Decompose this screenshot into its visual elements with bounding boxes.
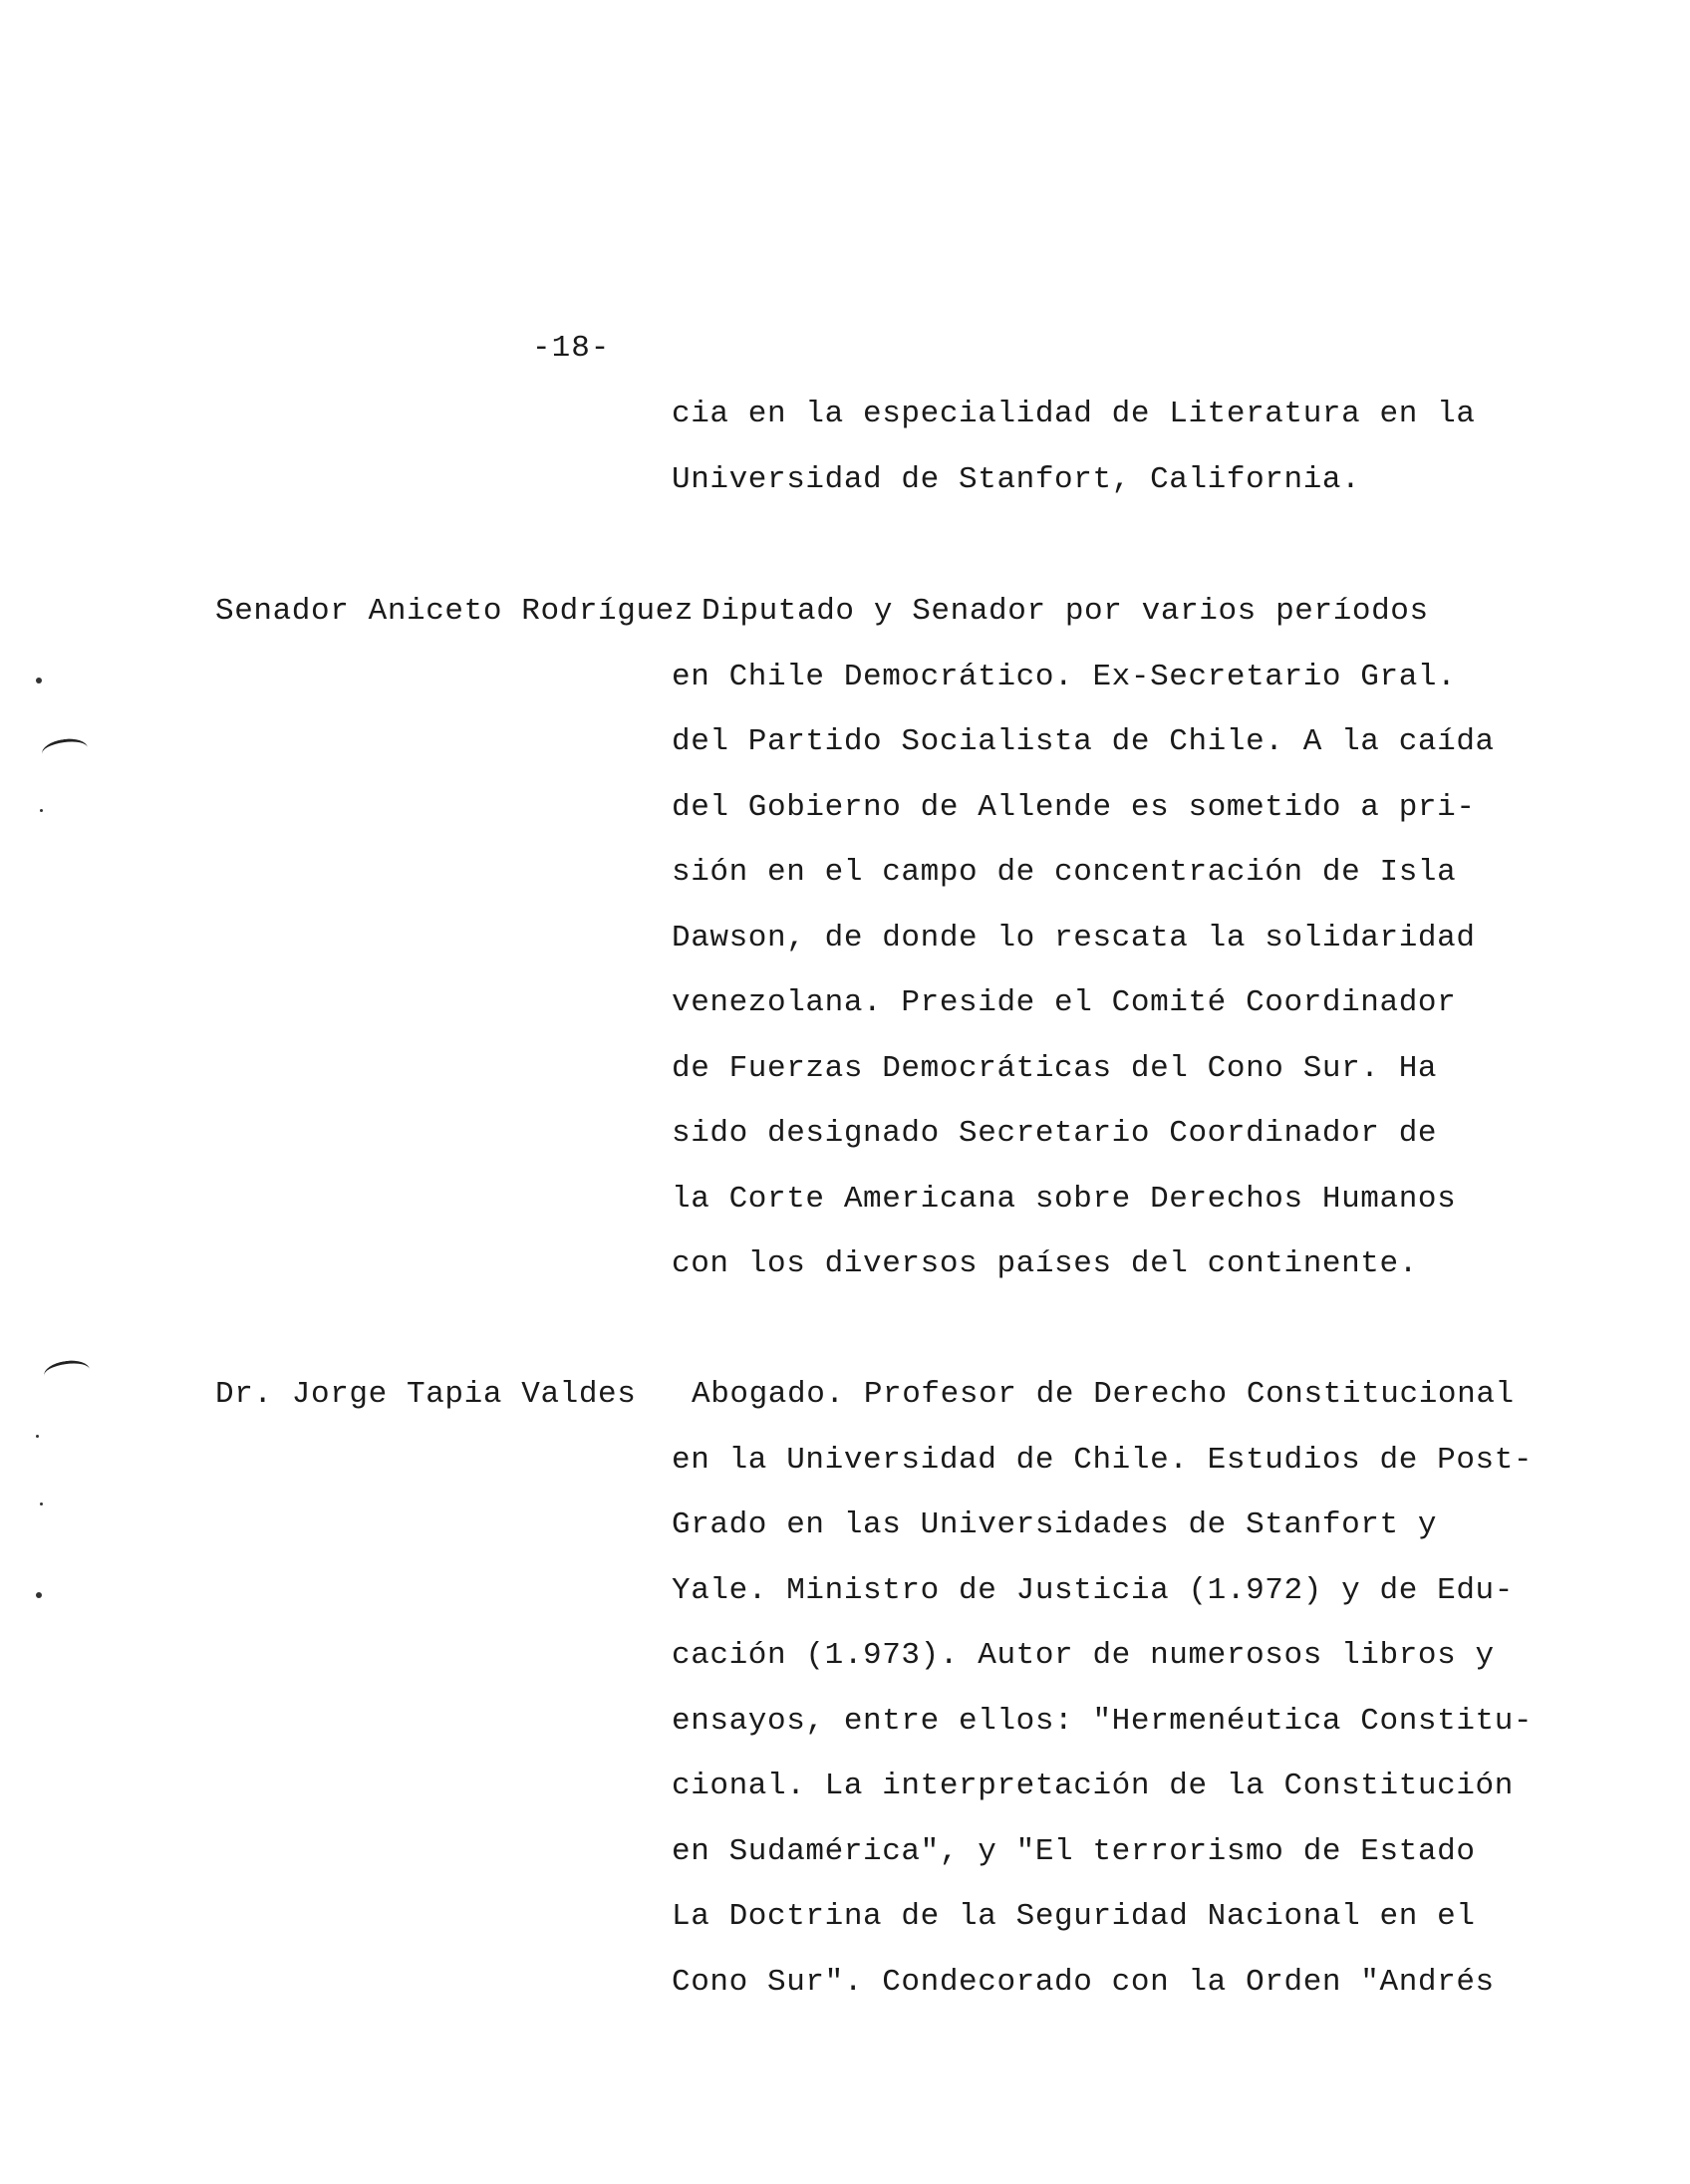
- text-line: Yale. Ministro de Justicia (1.972) y de Edu-: [672, 1572, 1514, 1608]
- text-line: sión en el campo de concentración de Isla: [672, 855, 1457, 890]
- scan-speck: [36, 1592, 42, 1598]
- text-line: la Corte Americana sobre Derechos Humanos: [672, 1181, 1457, 1217]
- text-line: La Doctrina de la Seguridad Nacional en el: [672, 1899, 1476, 1934]
- entry-name: Dr. Jorge Tapia Valdes: [215, 1377, 637, 1412]
- text-line: Grado en las Universidades de Stanfort y: [672, 1507, 1438, 1542]
- text-line: Dawson, de donde lo rescata la solidaridad: [672, 920, 1476, 956]
- text-line: del Gobierno de Allende es sometido a pri-: [672, 789, 1476, 825]
- text-line: sido designado Secretario Coordinador de: [672, 1116, 1438, 1151]
- text-line: del Partido Socialista de Chile. A la caída: [672, 724, 1495, 759]
- intro-continuation: [672, 382, 1476, 512]
- text-line: cia en la especialidad de Literatura en la: [672, 397, 1476, 431]
- text-line: con los diversos países del continente.: [672, 1246, 1418, 1281]
- text-line: en la Universidad de Chile. Estudios de Post-: [672, 1442, 1534, 1478]
- text-line: Diputado y Senador por varios períodos: [702, 594, 1429, 629]
- scan-speck: [36, 678, 42, 683]
- entry-description: [672, 1362, 1533, 2015]
- text-line: Universidad de Stanfort, California.: [672, 461, 1361, 497]
- entry-name: Senador Aniceto Rodríguez: [215, 594, 695, 629]
- scan-arc-mark: [41, 736, 90, 765]
- scan-speck: [36, 1435, 39, 1438]
- text-line: en Chile Democrático. Ex-Secretario Gral.: [672, 659, 1457, 694]
- text-line: en Sudamérica", y "El terrorismo de Estado: [672, 1833, 1476, 1869]
- text-line: cional. La interpretación de la Constitución: [672, 1769, 1514, 1803]
- text-line: Abogado. Profesor de Derecho Constitucional: [692, 1377, 1515, 1412]
- text-line: Cono Sur". Condecorado con la Orden "Andrés: [672, 1964, 1495, 2000]
- page-number: -18-: [532, 331, 611, 366]
- text-line: venezolana. Preside el Comité Coordinador: [672, 985, 1457, 1020]
- text-line: cación (1.973). Autor de numerosos libros y: [672, 1638, 1495, 1673]
- scan-arc-mark: [43, 1358, 92, 1387]
- text-line: de Fuerzas Democráticas del Cono Sur. Ha: [672, 1050, 1438, 1086]
- entry-description: [672, 579, 1495, 1297]
- text-line: ensayos, entre ellos: "Hermenéutica Constitu-: [672, 1703, 1534, 1739]
- scan-speck: [40, 809, 43, 812]
- scan-speck: [40, 1502, 43, 1505]
